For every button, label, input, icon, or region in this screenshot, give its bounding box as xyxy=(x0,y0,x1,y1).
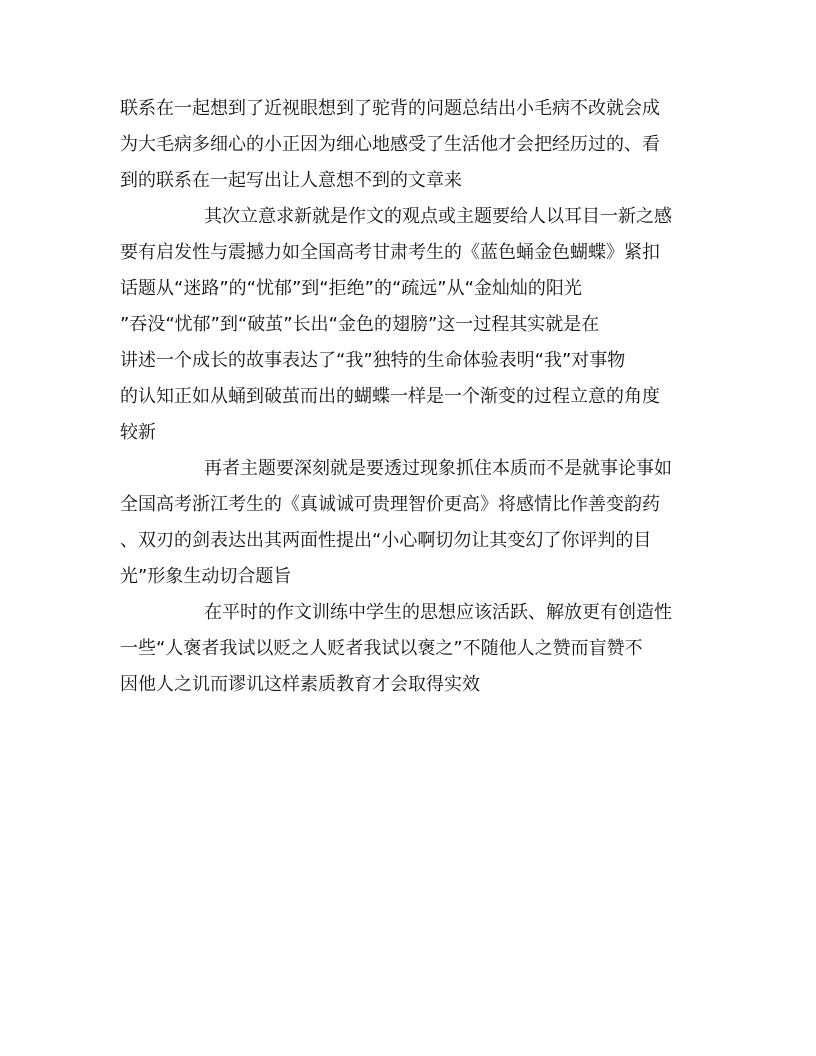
text-line: 一些“人褒者我试以贬之人贬者我试以褒之”不随他人之赞而盲赞不 xyxy=(120,638,643,659)
text-line: 到的联系在一起写出让人意想不到的文章来 xyxy=(120,170,462,191)
paragraph-first-line: 再者主题要深刻就是要透过现象抓住本质而不是就事论事如 xyxy=(204,458,672,479)
text-line: 光”形象生动切合题旨 xyxy=(120,566,292,587)
text-line: 因他人之讥而谬讥这样素质教育才会取得实效 xyxy=(120,674,480,695)
paragraph-first-line: 在平时的作文训练中学生的思想应该活跃、解放更有创造性 xyxy=(204,602,672,623)
text-line: 的认知正如从蛹到破茧而出的蝴蝶一样是一个渐变的过程立意的角度 xyxy=(120,386,660,407)
text-line: 、双刃的剑表达出其两面性提出“小心啊切勿让其变幻了你评判的目 xyxy=(120,530,652,551)
text-line: 全国高考浙江考生的《真诚诚可贵理智价更高》将感情比作善变韵药 xyxy=(120,494,660,515)
text-line: 话题从“迷路”的“忧郁”到“拒绝”的“疏远”从“金灿灿的阳光 xyxy=(120,278,582,299)
text-line: ”吞没“忧郁”到“破茧”长出“金色的翅膀”这一过程其实就是在 xyxy=(120,314,600,335)
text-line: 为大毛病多细心的小正因为细心地感受了生活他才会把经历过的、看 xyxy=(120,134,660,155)
text-line: 较新 xyxy=(120,422,156,443)
document-body xyxy=(120,91,696,703)
text-line: 联系在一起想到了近视眼想到了驼背的问题总结出小毛病不改就会成 xyxy=(120,98,660,119)
text-line: 讲述一个成长的故事表达了“我”独特的生命体验表明“我”对事物 xyxy=(120,350,626,371)
paragraph-first-line: 其次立意求新就是作文的观点或主题要给人以耳目一新之感 xyxy=(204,206,672,227)
text-line: 要有启发性与震撼力如全国高考甘肃考生的《蓝色蛹金色蝴蝶》紧扣 xyxy=(120,242,660,263)
